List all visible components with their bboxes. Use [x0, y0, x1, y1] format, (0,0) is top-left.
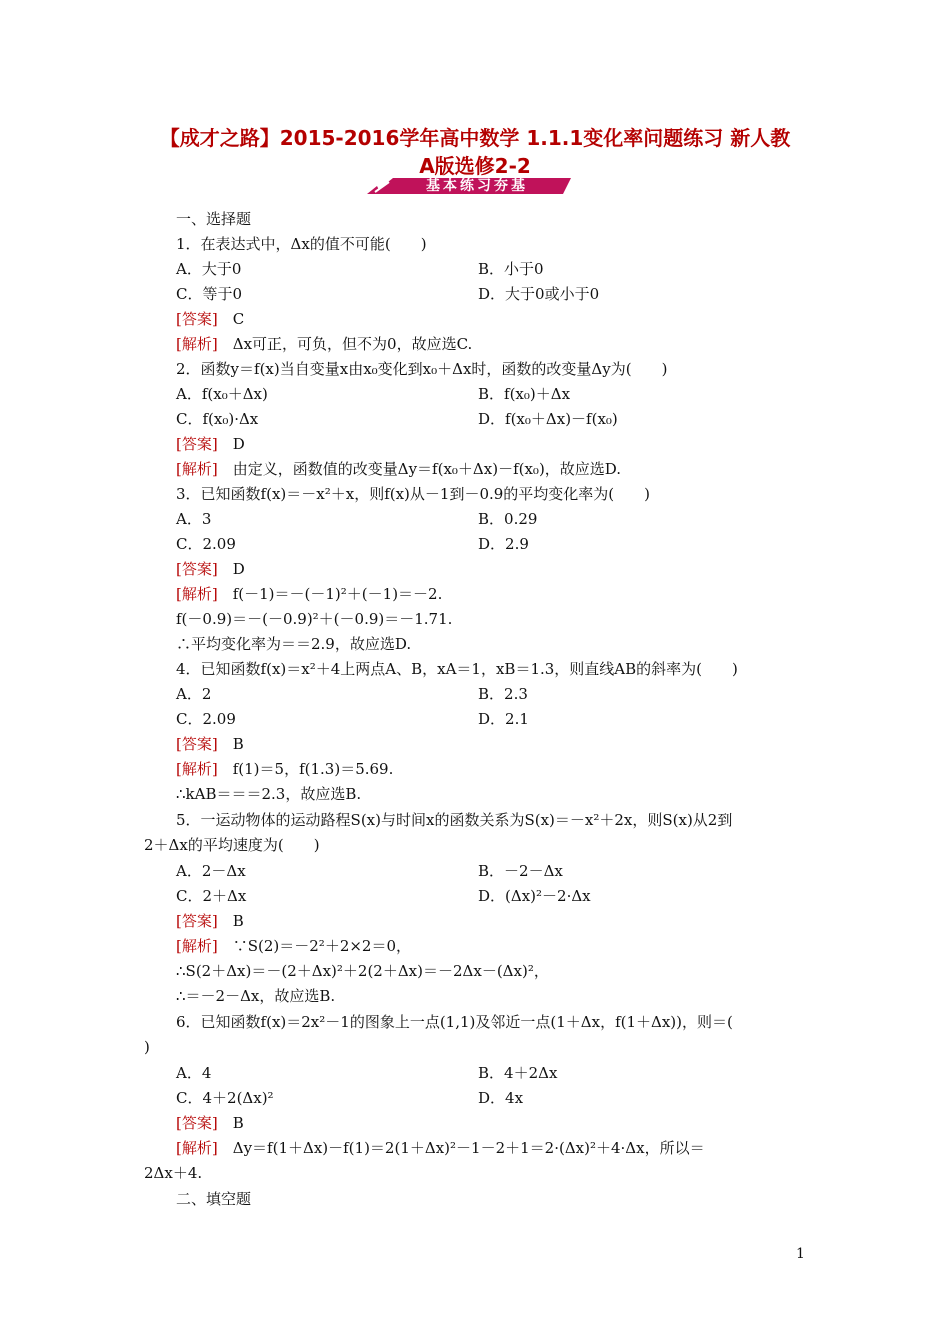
q4-option-a: A．2 — [176, 685, 212, 703]
q2-option-d: D．f(x₀＋Δx)－f(x₀) — [478, 410, 618, 428]
q1-option-c: C．等于0 — [176, 285, 243, 303]
explain-tag: [解析] — [176, 1139, 218, 1157]
answer-value: B — [232, 735, 244, 753]
q4-explain-line2: ∴kAB＝＝＝2.3，故应选B. — [176, 785, 362, 803]
q5-explain-line2: ∴S(2＋Δx)＝－(2＋Δx)²＋2(2＋Δx)＝－2Δx－(Δx)²， — [176, 962, 549, 980]
q3-option-c: C．2.09 — [176, 535, 236, 553]
q1-option-a: A．大于0 — [176, 260, 242, 278]
q4-option-d: D．2.1 — [478, 710, 529, 728]
explain-tag: [解析] — [176, 460, 218, 478]
answer-value: B — [232, 912, 244, 930]
q6-option-c: C．4＋2(Δx)² — [176, 1089, 274, 1107]
explain-text: Δy＝f(1＋Δx)－f(1)＝2(1＋Δx)²－1－2＋1＝2·(Δx)²＋4·Δx，所以＝ — [232, 1139, 705, 1157]
page-number: 1 — [796, 1246, 805, 1262]
doc-title-line1: 【成才之路】2015-2016学年高中数学 1.1.1变化率问题练习 新人教 — [159, 126, 791, 150]
explain-text: ∵S(2)＝－2²＋2×2＝0， — [232, 937, 412, 955]
q2-explain — [176, 459, 621, 479]
q1-explain — [176, 334, 472, 354]
q3-option-b: B．0.29 — [478, 510, 538, 528]
q3-explain-line3: ∴平均变化率为＝＝2.9，故应选D. — [176, 635, 412, 653]
q6-explain — [176, 1138, 705, 1158]
answer-tag: [答案] — [176, 560, 218, 578]
explain-tag: [解析] — [176, 760, 218, 778]
section-banner — [367, 176, 577, 196]
q6-stem-line2: ) — [144, 1038, 150, 1056]
explain-text: f(－1)＝－(－1)²＋(－1)＝－2. — [232, 585, 443, 603]
explain-tag: [解析] — [176, 585, 218, 603]
explain-tag: [解析] — [176, 335, 218, 353]
answer-value: D — [232, 435, 245, 453]
answer-tag: [答案] — [176, 735, 218, 753]
q5-explain-line3: ∴＝－2－Δx，故应选B. — [176, 987, 336, 1005]
q5-answer — [176, 911, 244, 931]
section-heading-choice: 一、选择题 — [176, 210, 252, 228]
q6-option-d: D．4x — [478, 1089, 524, 1107]
q4-answer — [176, 734, 244, 754]
q2-option-c: C．f(x₀)·Δx — [176, 410, 259, 428]
q6-explain-line2: 2Δx＋4. — [144, 1164, 203, 1182]
section-heading-fill: 二、填空题 — [176, 1190, 252, 1208]
q5-option-c: C．2＋Δx — [176, 887, 247, 905]
answer-tag: [答案] — [176, 310, 218, 328]
q6-stem-line1: 6．已知函数f(x)＝2x²－1的图象上一点(1,1)及邻近一点(1＋Δx，f(1＋Δx))，则＝( — [176, 1013, 733, 1031]
q6-answer — [176, 1113, 244, 1133]
q2-option-b: B．f(x₀)＋Δx — [478, 385, 571, 403]
q3-option-d: D．2.9 — [478, 535, 529, 553]
q2-answer — [176, 434, 245, 454]
doc-title-line2: A版选修2-2 — [419, 154, 531, 178]
answer-tag: [答案] — [176, 1114, 218, 1132]
answer-value: B — [232, 1114, 244, 1132]
q6-option-a: A．4 — [176, 1064, 212, 1082]
answer-value: D — [232, 560, 245, 578]
q5-option-a: A．2－Δx — [176, 862, 246, 880]
q3-explain — [176, 584, 442, 604]
q3-stem: 3．已知函数f(x)＝－x²＋x，则f(x)从－1到－0.9的平均变化率为( ) — [176, 485, 651, 503]
q5-option-d: D．(Δx)²－2·Δx — [478, 887, 591, 905]
q2-option-a: A．f(x₀＋Δx) — [176, 385, 268, 403]
q3-option-a: A．3 — [176, 510, 212, 528]
q1-answer — [176, 309, 244, 329]
q5-stem-line2: 2＋Δx的平均速度为( ) — [144, 836, 320, 854]
q4-option-c: C．2.09 — [176, 710, 236, 728]
explain-text: 由定义，函数值的改变量Δy＝f(x₀＋Δx)－f(x₀)，故应选D. — [232, 460, 622, 478]
banner-text: 基本练习夯基 — [426, 178, 528, 194]
q4-stem: 4．已知函数f(x)＝x²＋4上两点A、B，xA＝1，xB＝1.3，则直线AB的斜率为( ) — [176, 660, 738, 678]
answer-tag: [答案] — [176, 435, 218, 453]
q5-stem-line1: 5．一运动物体的运动路程S(x)与时间x的函数关系为S(x)＝－x²＋2x，则S(x)从2到 — [176, 811, 733, 829]
answer-tag: [答案] — [176, 912, 218, 930]
q1-stem: 1．在表达式中，Δx的值不可能( ) — [176, 235, 427, 253]
explain-tag: [解析] — [176, 937, 218, 955]
q2-stem: 2．函数y＝f(x)当自变量x由x₀变化到x₀＋Δx时，函数的改变量Δy为( ) — [176, 360, 668, 378]
q5-option-b: B．－2－Δx — [478, 862, 563, 880]
q1-option-d: D．大于0或小于0 — [478, 285, 600, 303]
q4-explain — [176, 759, 393, 779]
q6-option-b: B．4＋2Δx — [478, 1064, 558, 1082]
q5-explain — [176, 936, 411, 956]
explain-text: f(1)＝5，f(1.3)＝5.69. — [232, 760, 394, 778]
answer-value: C — [232, 310, 245, 328]
q1-option-b: B．小于0 — [478, 260, 544, 278]
q3-answer — [176, 559, 245, 579]
q4-option-b: B．2.3 — [478, 685, 528, 703]
explain-text: Δx可正，可负，但不为0，故应选C. — [232, 335, 473, 353]
q3-explain-line2: f(－0.9)＝－(－0.9)²＋(－0.9)＝－1.71. — [176, 610, 453, 628]
